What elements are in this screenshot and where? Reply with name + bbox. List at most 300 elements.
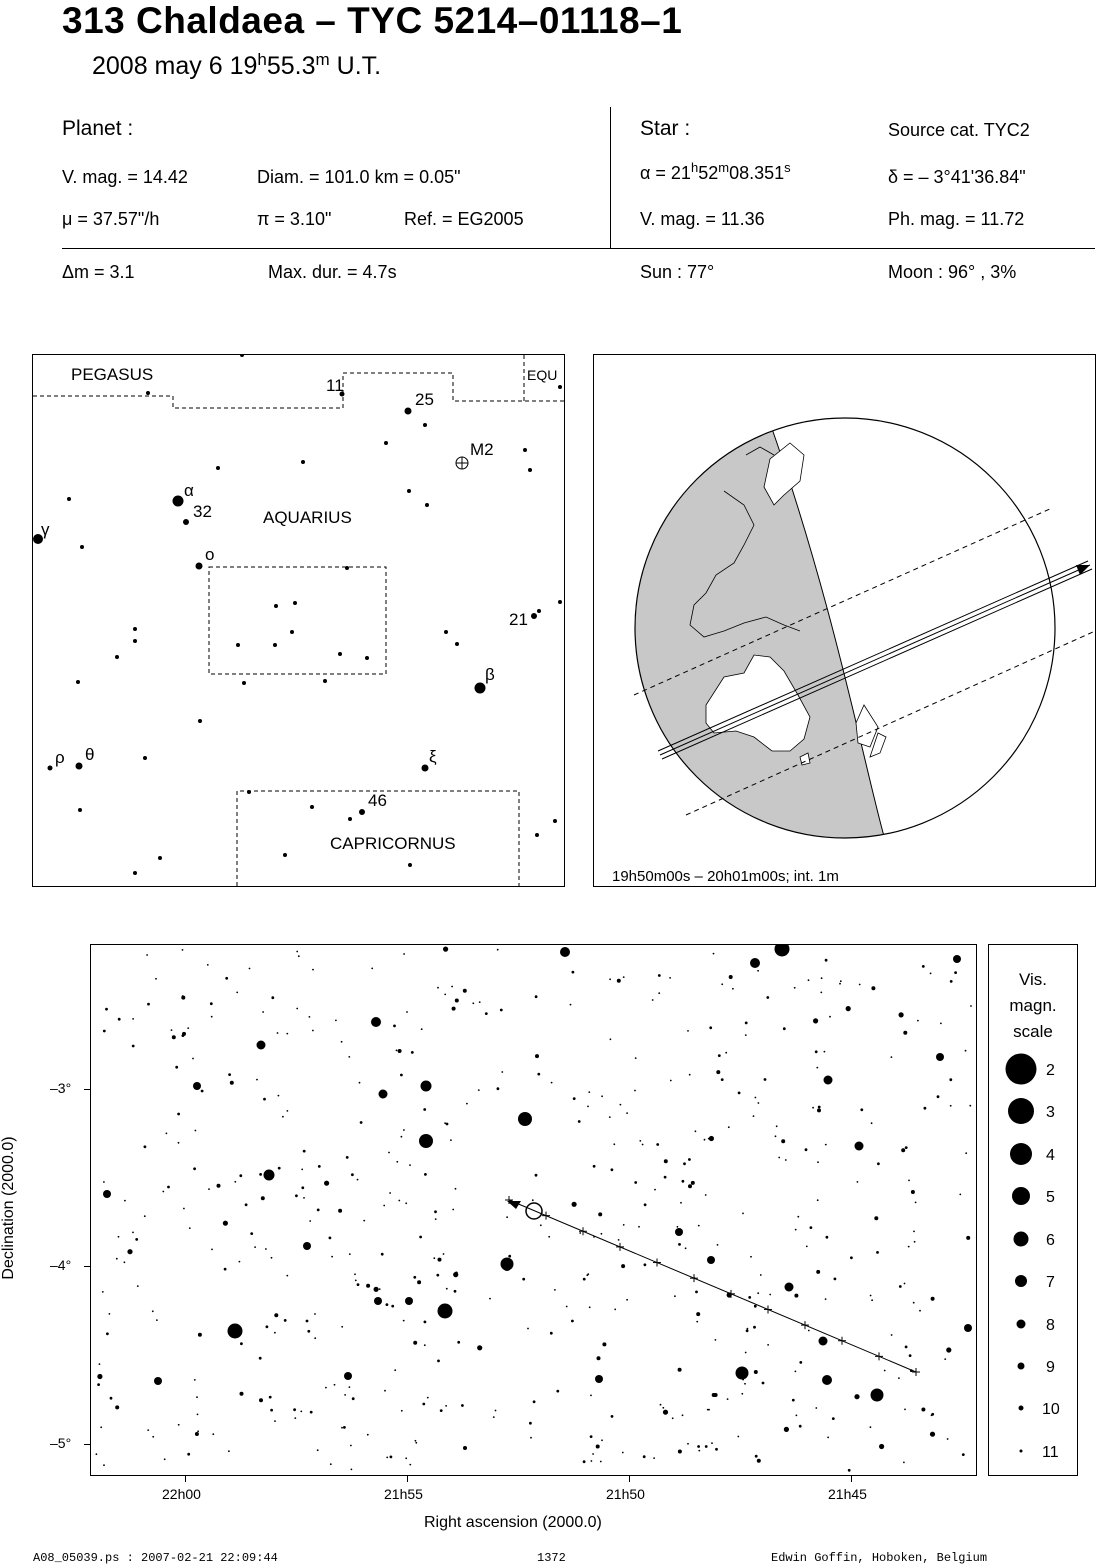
field-star — [669, 977, 671, 979]
field-star — [924, 1107, 927, 1110]
field-star — [946, 1347, 951, 1352]
field-star — [127, 1249, 132, 1254]
field-star — [374, 1287, 379, 1292]
field-star — [879, 1444, 884, 1449]
field-star — [286, 1275, 288, 1277]
field-star — [829, 1016, 831, 1018]
field-star — [312, 1030, 314, 1032]
field-star — [688, 1158, 691, 1161]
ytick-minus4: –4° — [50, 1257, 72, 1273]
field-star — [614, 1309, 616, 1311]
star-heading: Star : — [640, 117, 691, 140]
field-star — [799, 1361, 802, 1364]
field-star — [455, 999, 459, 1003]
field-star — [816, 1067, 818, 1069]
field-star — [388, 1152, 390, 1154]
field-star — [298, 955, 300, 957]
field-star — [760, 1274, 762, 1276]
field-star — [178, 1142, 180, 1144]
field-star — [899, 1012, 904, 1017]
field-star — [427, 1397, 429, 1399]
field-star — [931, 1413, 934, 1416]
field-star — [424, 1344, 426, 1346]
field-star — [914, 1241, 916, 1243]
field-star — [601, 1095, 603, 1097]
field-star — [674, 1295, 676, 1297]
field-star — [371, 968, 373, 970]
field-star — [578, 1120, 581, 1123]
planet-reference: Ref. = EG2005 — [404, 209, 524, 229]
moon-info: Moon : 96° , 3% — [888, 262, 1017, 282]
field-star — [600, 1461, 602, 1463]
field-star — [401, 1410, 403, 1412]
field-star — [812, 1107, 814, 1109]
field-star — [937, 1095, 940, 1098]
field-star — [695, 1130, 697, 1132]
field-star — [334, 1384, 336, 1386]
field-star — [598, 1212, 602, 1216]
field-star — [115, 1405, 119, 1409]
field-star — [626, 1299, 628, 1301]
field-star — [508, 1255, 511, 1258]
field-star — [738, 1092, 741, 1095]
field-star — [721, 983, 723, 985]
field-star — [383, 1205, 385, 1207]
mag-label-4: 4 — [1046, 1147, 1055, 1164]
field-star — [500, 1009, 503, 1012]
field-star — [583, 1460, 586, 1463]
field-star — [398, 1200, 400, 1202]
field-star — [891, 1334, 893, 1336]
field-star — [366, 1284, 370, 1288]
field-star — [622, 1452, 624, 1454]
field-star — [344, 1394, 346, 1396]
field-star — [443, 947, 448, 952]
field-star — [360, 1121, 363, 1124]
field-star — [758, 1102, 760, 1104]
field-star — [132, 1018, 134, 1020]
field-star — [274, 1313, 278, 1317]
field-star — [593, 1165, 596, 1168]
field-star — [317, 1449, 319, 1451]
field-star — [194, 1379, 196, 1381]
field-star — [349, 1253, 351, 1255]
field-star — [715, 1339, 717, 1341]
field-star — [421, 1028, 423, 1030]
source-catalog: Source cat. TYC2 — [888, 120, 1030, 140]
field-star — [329, 1237, 332, 1240]
field-star — [535, 1174, 538, 1177]
field-star — [225, 977, 228, 980]
field-star — [654, 1189, 656, 1191]
field-star — [239, 1261, 241, 1263]
field-star — [189, 1227, 191, 1229]
field-star — [548, 1236, 550, 1238]
field-star — [303, 1197, 305, 1199]
field-star — [796, 1415, 798, 1417]
field-star — [254, 1246, 256, 1248]
field-star — [452, 1007, 456, 1011]
field-star — [444, 994, 446, 996]
field-star — [147, 1003, 150, 1006]
field-star — [658, 974, 661, 977]
field-star — [144, 1145, 147, 1148]
field-star — [678, 1368, 682, 1372]
field-star — [262, 1011, 264, 1013]
field-star — [854, 1394, 859, 1399]
field-star — [497, 949, 499, 951]
field-star — [821, 977, 823, 979]
finder-chart-svg — [33, 355, 564, 886]
field-star — [620, 1104, 622, 1106]
field-star — [463, 989, 467, 993]
field-star — [795, 1229, 797, 1231]
field-star — [435, 1218, 437, 1220]
field-star — [192, 1058, 194, 1060]
field-star — [477, 1345, 482, 1350]
field-star — [611, 1168, 614, 1171]
field-star — [240, 1392, 244, 1396]
mag-label-8: 8 — [1046, 1317, 1055, 1334]
field-star — [386, 1457, 388, 1459]
field-star — [472, 1002, 474, 1004]
field-star — [711, 1442, 713, 1444]
field-star — [589, 1306, 591, 1308]
field-star — [466, 1103, 468, 1105]
field-star — [905, 1146, 908, 1149]
field-star — [132, 1045, 135, 1048]
field-star — [312, 969, 314, 971]
field-star — [357, 1179, 359, 1181]
field-star — [249, 968, 251, 970]
field-star — [904, 1409, 906, 1411]
field-star — [282, 1116, 284, 1118]
field-star — [357, 1283, 360, 1286]
field-star — [489, 1298, 491, 1300]
field-star — [210, 1002, 213, 1005]
field-star — [270, 1409, 273, 1412]
field-star — [391, 1305, 394, 1308]
footer-file: A08_05039.ps : 2007-02-21 22:09:44 — [33, 1551, 278, 1565]
field-star — [592, 1453, 594, 1455]
field-star — [728, 1126, 730, 1128]
label-25: 25 — [415, 390, 434, 409]
field-star — [110, 1397, 113, 1400]
mag-label-6: 6 — [1046, 1232, 1055, 1249]
field-star — [400, 1074, 403, 1077]
field-star — [455, 1188, 457, 1190]
field-star — [834, 1278, 837, 1281]
field-star — [815, 1407, 817, 1409]
field-star — [965, 1050, 967, 1052]
asteroid-track — [505, 1196, 920, 1376]
field-star — [644, 1263, 647, 1266]
field-star — [417, 1280, 421, 1284]
label-m2: M2 — [470, 440, 494, 459]
field-star — [799, 1425, 802, 1428]
xtick-21h45: 21h45 — [828, 1486, 867, 1502]
field-star — [747, 1328, 749, 1330]
field-star — [234, 1181, 236, 1183]
field-star — [931, 1297, 935, 1301]
planet-parallax: π = 3.10" — [257, 209, 332, 229]
field-star — [709, 1026, 712, 1029]
field-star — [623, 976, 625, 978]
field-star — [950, 980, 953, 983]
field-star — [755, 1097, 757, 1099]
field-star — [403, 1129, 405, 1131]
field-star — [415, 1442, 417, 1444]
field-star — [870, 1426, 872, 1428]
field-star — [732, 988, 734, 990]
label-21: 21 — [509, 610, 528, 629]
field-star — [947, 1438, 949, 1440]
field-star — [393, 1025, 396, 1028]
field-star — [656, 1143, 659, 1146]
event-datetime: 2008 may 6 19$^h$55.3$^m$ U.T. — [92, 50, 382, 80]
field-star — [217, 1184, 221, 1188]
field-star — [228, 1073, 231, 1076]
field-star — [596, 1445, 600, 1449]
field-star — [178, 1424, 180, 1426]
field-star — [871, 1299, 873, 1301]
field-star — [797, 1216, 799, 1218]
field-star — [124, 1261, 126, 1263]
field-star — [118, 1236, 120, 1238]
field-star — [781, 1139, 785, 1143]
label-theta: θ — [85, 745, 95, 764]
field-star — [147, 1429, 149, 1431]
field-star — [354, 1273, 356, 1275]
star-field — [96, 947, 972, 1472]
field-star — [384, 1390, 386, 1392]
field-star — [409, 1464, 411, 1466]
field-star — [610, 1038, 612, 1040]
field-star — [263, 1098, 266, 1101]
field-star — [817, 1108, 821, 1112]
field-star — [617, 979, 621, 983]
field-star — [413, 1276, 416, 1279]
field-star — [256, 1079, 258, 1081]
field-star — [506, 1216, 508, 1218]
field-star — [433, 1257, 435, 1259]
field-star — [497, 1087, 500, 1090]
field-star — [579, 1232, 581, 1234]
field-star — [422, 1403, 425, 1406]
field-star — [303, 1150, 306, 1153]
m2-cluster-icon — [456, 457, 468, 469]
field-star — [908, 1246, 910, 1248]
field-star — [705, 1194, 707, 1196]
field-star — [351, 1173, 354, 1176]
field-star — [495, 1410, 497, 1412]
field-star — [437, 1360, 440, 1363]
field-star — [540, 1224, 542, 1226]
xtick-mark — [851, 1476, 852, 1482]
field-star — [810, 1226, 813, 1229]
field-star — [618, 1239, 620, 1241]
ytick-minus5: –5° — [50, 1435, 72, 1451]
field-star — [815, 1050, 818, 1053]
field-star — [638, 1226, 640, 1228]
label-equuleus: EQU — [527, 367, 558, 383]
field-star — [949, 1078, 952, 1081]
field-star — [860, 1108, 863, 1111]
field-star — [688, 1184, 692, 1188]
field-star — [96, 1453, 98, 1455]
field-star — [697, 1445, 700, 1448]
field-star — [566, 1306, 568, 1308]
field-star — [208, 1188, 210, 1190]
field-star — [197, 1414, 199, 1416]
field-star — [152, 1436, 154, 1438]
field-star — [795, 1371, 797, 1373]
field-star — [704, 1139, 706, 1141]
field-star — [212, 1433, 214, 1435]
field-star — [401, 1136, 403, 1138]
field-star — [664, 1176, 667, 1179]
field-star — [717, 1244, 719, 1246]
max-duration: Max. dur. = 4.7s — [268, 262, 397, 282]
field-star — [644, 1203, 647, 1206]
field-star — [670, 1080, 672, 1082]
field-star — [452, 1209, 454, 1211]
field-star — [271, 1257, 273, 1259]
magnitude-dots — [1006, 1054, 1037, 1453]
field-star — [590, 1435, 593, 1438]
planet-heading: Planet : — [62, 117, 134, 140]
field-star — [685, 1247, 687, 1249]
field-star — [712, 1393, 716, 1397]
field-star — [683, 1162, 686, 1165]
field-star — [532, 1199, 534, 1201]
field-star — [634, 1090, 636, 1092]
globe-svg — [594, 355, 1095, 886]
field-star — [898, 1377, 900, 1379]
field-star — [792, 1399, 795, 1402]
field-star — [745, 1352, 747, 1354]
field-star — [597, 1356, 601, 1360]
field-star — [757, 970, 759, 972]
footer-number: 1372 — [537, 1551, 566, 1565]
field-star — [571, 1320, 574, 1323]
field-star — [871, 986, 875, 990]
field-star — [588, 1091, 590, 1093]
field-star — [440, 1409, 443, 1412]
field-star — [626, 1112, 628, 1114]
xtick-mark — [407, 1476, 408, 1482]
field-star — [913, 1231, 915, 1233]
field-star — [808, 1330, 810, 1332]
ytick-mark — [84, 1444, 90, 1445]
field-star — [109, 1313, 111, 1315]
field-star — [613, 1143, 615, 1145]
field-star — [529, 1422, 532, 1425]
field-star — [784, 1427, 789, 1432]
field-star — [901, 1148, 905, 1152]
label-omicron: ο — [205, 545, 215, 564]
field-star — [177, 1113, 180, 1116]
field-star — [930, 1432, 935, 1437]
night-hemisphere — [594, 415, 885, 840]
field-star — [721, 1078, 724, 1081]
mag-label-3: 3 — [1046, 1104, 1055, 1121]
field-star — [394, 1369, 396, 1371]
field-star — [537, 1073, 540, 1076]
field-star — [363, 1220, 365, 1222]
field-star — [286, 1033, 288, 1035]
field-star — [695, 1291, 698, 1294]
field-star — [118, 1018, 121, 1021]
field-star — [742, 1213, 744, 1215]
field-star — [162, 1191, 164, 1193]
field-star — [446, 1288, 448, 1290]
field-star — [144, 1215, 146, 1217]
field-star — [195, 1432, 199, 1436]
header-divider — [610, 107, 611, 248]
field-star — [660, 1404, 662, 1406]
planet-motion: μ = 37.57"/h — [62, 209, 160, 229]
field-star — [135, 1238, 138, 1241]
field-star — [259, 1173, 262, 1176]
ytick-mark — [84, 1089, 90, 1090]
field-star — [211, 1249, 213, 1251]
label-32: 32 — [193, 502, 212, 521]
field-star — [587, 1106, 589, 1108]
field-star — [318, 1165, 321, 1168]
field-star — [642, 1144, 644, 1146]
field-star — [443, 1253, 445, 1255]
field-star — [718, 1054, 721, 1057]
mag-label-9: 9 — [1046, 1359, 1055, 1376]
field-star — [423, 1108, 426, 1111]
label-46: 46 — [368, 791, 387, 810]
star-delta: δ = – 3°41'36.84" — [888, 167, 1026, 187]
field-star — [965, 1152, 967, 1154]
xtick-21h55: 21h55 — [384, 1486, 423, 1502]
field-star — [705, 1445, 708, 1448]
field-star — [351, 1469, 353, 1471]
field-star — [696, 1312, 700, 1316]
field-star — [461, 1404, 464, 1407]
field-star — [767, 1344, 769, 1346]
field-star — [818, 1106, 821, 1109]
field-star — [419, 1236, 422, 1239]
field-star — [522, 1278, 525, 1281]
field-star — [274, 1420, 276, 1422]
delta-magnitude: Δm = 3.1 — [62, 262, 135, 282]
field-star — [969, 1105, 971, 1107]
field-star — [411, 1051, 414, 1054]
field-star — [348, 1056, 350, 1058]
star-vmag: V. mag. = 11.36 — [640, 209, 765, 229]
field-star — [296, 1008, 298, 1010]
field-star — [755, 1455, 758, 1458]
field-star — [493, 1416, 495, 1418]
field-star — [745, 1022, 748, 1025]
field-star — [871, 1122, 873, 1124]
bright-stars — [103, 945, 972, 1402]
field-star — [535, 995, 538, 998]
field-star — [124, 1200, 126, 1202]
xtick-mark — [629, 1476, 630, 1482]
field-star — [424, 1173, 427, 1176]
field-star — [97, 1383, 100, 1386]
field-star — [746, 1329, 749, 1332]
finder-chart — [32, 354, 565, 887]
field-star — [698, 1225, 700, 1227]
field-star — [783, 1027, 786, 1030]
